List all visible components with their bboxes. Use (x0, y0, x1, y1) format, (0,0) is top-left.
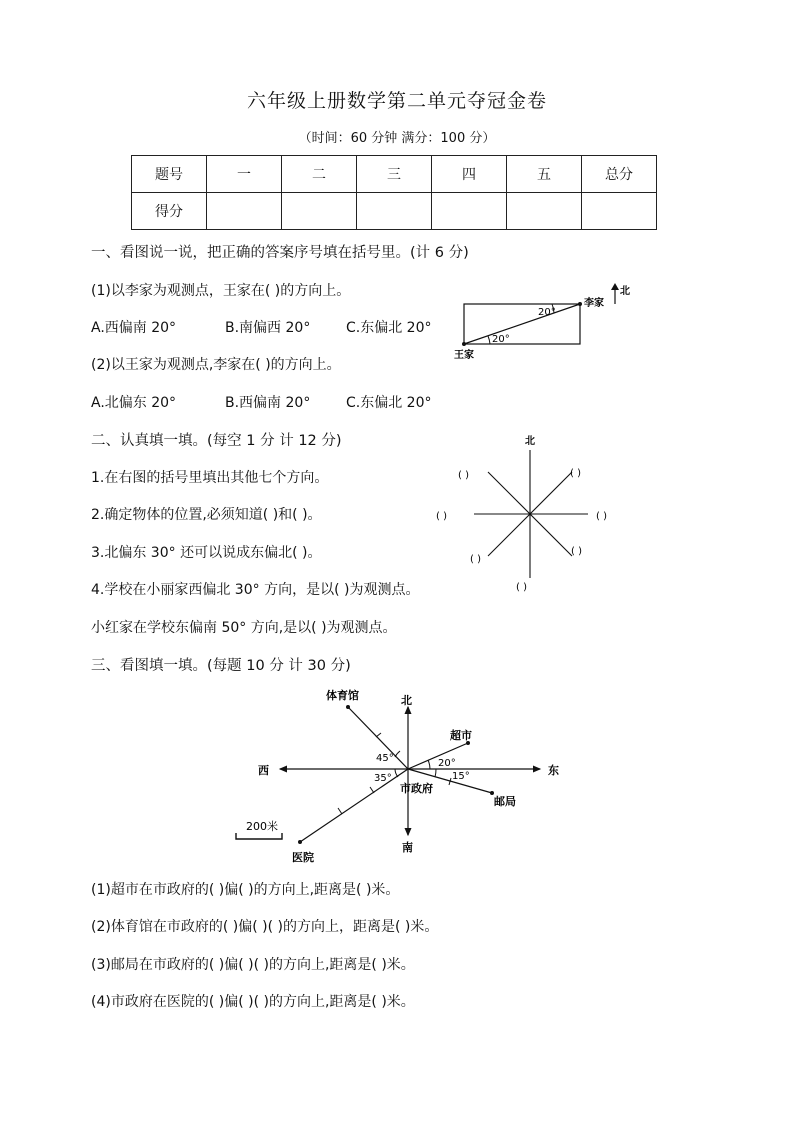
section2-question-2: 2.确定物体的位置,必须知道( )和( )。 (91, 507, 322, 523)
angle-label-wang: 20° (492, 334, 510, 345)
compass-sw-blank[interactable]: ( ) (470, 554, 481, 565)
hospital-tick (370, 787, 374, 793)
north-arrow-icon (611, 283, 619, 290)
score-input-cell[interactable] (507, 193, 582, 230)
angle-label-li: 20° (538, 307, 556, 318)
section2-question-4: 4.学校在小丽家西偏北 30° 方向，是以( )为观测点。 (91, 582, 420, 598)
score-table (131, 155, 657, 230)
section2-question-1: 1.在右图的括号里填出其他七个方向。 (91, 470, 329, 486)
section3-heading: 三、看图填一填。(每题 10 分 计 30 分) (91, 658, 351, 674)
section3-question-3: (3)邮局在市政府的( )偏( )( )的方向上,距离是( )米。 (91, 957, 415, 973)
score-header-cell: 五 (507, 156, 582, 193)
compass-diagram (430, 432, 630, 602)
government-label: 市政府 (400, 782, 433, 795)
compass-nw-blank[interactable]: ( ) (458, 470, 469, 481)
li-home-dot (578, 302, 582, 306)
compass-east-blank[interactable]: ( ) (596, 511, 607, 522)
score-input-cell[interactable] (207, 193, 282, 230)
map-east-label: 东 (548, 764, 559, 777)
score-header-cell: 一 (207, 156, 282, 193)
score-header-cell: 四 (432, 156, 507, 193)
angle-arc-35 (395, 769, 398, 777)
section3-question-4: (4)市政府在医院的( )偏( )( )的方向上,距离是( )米。 (91, 994, 415, 1010)
score-input-cell[interactable] (582, 193, 657, 230)
north-label: 北 (620, 286, 630, 297)
exam-time-info: （时间：60 分钟 满分：100 分） (298, 131, 496, 146)
score-input-cell[interactable] (357, 193, 432, 230)
map-west-label: 西 (258, 764, 269, 777)
section1-q2-option-c: C.东偏北 20° (346, 395, 432, 411)
gym-point (346, 705, 350, 709)
angle-arc-20 (428, 760, 430, 769)
wang-home-label: 王家 (454, 350, 474, 361)
section1-question-2: (2)以王家为观测点,李家在( )的方向上。 (91, 357, 341, 373)
score-table-score-row (132, 193, 657, 230)
gym-label: 体育馆 (326, 689, 359, 702)
compass-west-blank[interactable]: ( ) (436, 511, 447, 522)
section1-question-1: (1)以李家为观测点，王家在( )的方向上。 (91, 283, 351, 299)
post-label: 邮局 (494, 795, 516, 808)
angle-label-45: 45° (376, 753, 394, 764)
page-title: 六年级上册数学第二单元夺冠金卷 (246, 90, 547, 112)
section1-q1-option-b: B.南偏西 20° (225, 320, 311, 336)
section2-heading: 二、认真填一填。(每空 1 分 计 12 分) (91, 433, 342, 449)
map-south-label: 南 (402, 841, 413, 854)
section1-q2-option-b: B.西偏南 20° (225, 395, 311, 411)
score-input-cell[interactable] (432, 193, 507, 230)
angle-arc-45 (395, 751, 400, 757)
houses-diagram (440, 278, 640, 368)
score-header-cell: 总分 (582, 156, 657, 193)
angle-arc-15 (435, 769, 436, 777)
section2-question-5: 小红家在学校东偏南 50° 方向,是以( )为观测点。 (91, 620, 397, 636)
hospital-label: 医院 (292, 851, 314, 864)
score-header-cell: 题号 (132, 156, 207, 193)
market-label: 超市 (450, 729, 472, 742)
hospital-tick (338, 808, 342, 814)
hospital-point (298, 840, 302, 844)
angle-label-15: 15° (452, 771, 470, 782)
diagonal-line (464, 304, 580, 344)
score-label-cell: 得分 (132, 193, 207, 230)
angle-label-35: 35° (374, 773, 392, 784)
wang-home-dot (462, 342, 466, 346)
hospital-line (300, 769, 408, 842)
compass-se-blank[interactable]: ( ) (571, 546, 582, 557)
scale-label: 200米 (246, 820, 278, 833)
section1-heading: 一、看图说一说，把正确的答案序号填在括号里。(计 6 分) (91, 245, 469, 261)
gym-tick (376, 733, 381, 737)
section3-question-1: (1)超市在市政府的( )偏( )的方向上,距离是( )米。 (91, 882, 400, 898)
map-north-label: 北 (401, 694, 412, 707)
li-home-label: 李家 (584, 298, 604, 309)
scale-bar (236, 833, 282, 839)
compass-north-label: 北 (525, 436, 535, 447)
section3-question-2: (2)体育馆在市政府的( )偏( )( )的方向上，距离是( )米。 (91, 919, 439, 935)
compass-ne-blank[interactable]: ( ) (570, 468, 581, 479)
score-input-cell[interactable] (282, 193, 357, 230)
compass-south-blank[interactable]: ( ) (516, 582, 527, 593)
section1-q2-option-a: A.北偏东 20° (91, 395, 177, 411)
score-header-cell: 二 (282, 156, 357, 193)
section1-q1-option-c: C.东偏北 20° (346, 320, 432, 336)
section1-q1-option-a: A.西偏南 20° (91, 320, 177, 336)
score-header-cell: 三 (357, 156, 432, 193)
angle-arc-wang (488, 336, 490, 344)
city-map-diagram (230, 685, 590, 870)
section2-question-3: 3.北偏东 30° 还可以说成东偏北( )。 (91, 545, 322, 561)
score-table-header-row (132, 156, 657, 193)
angle-label-20: 20° (438, 758, 456, 769)
